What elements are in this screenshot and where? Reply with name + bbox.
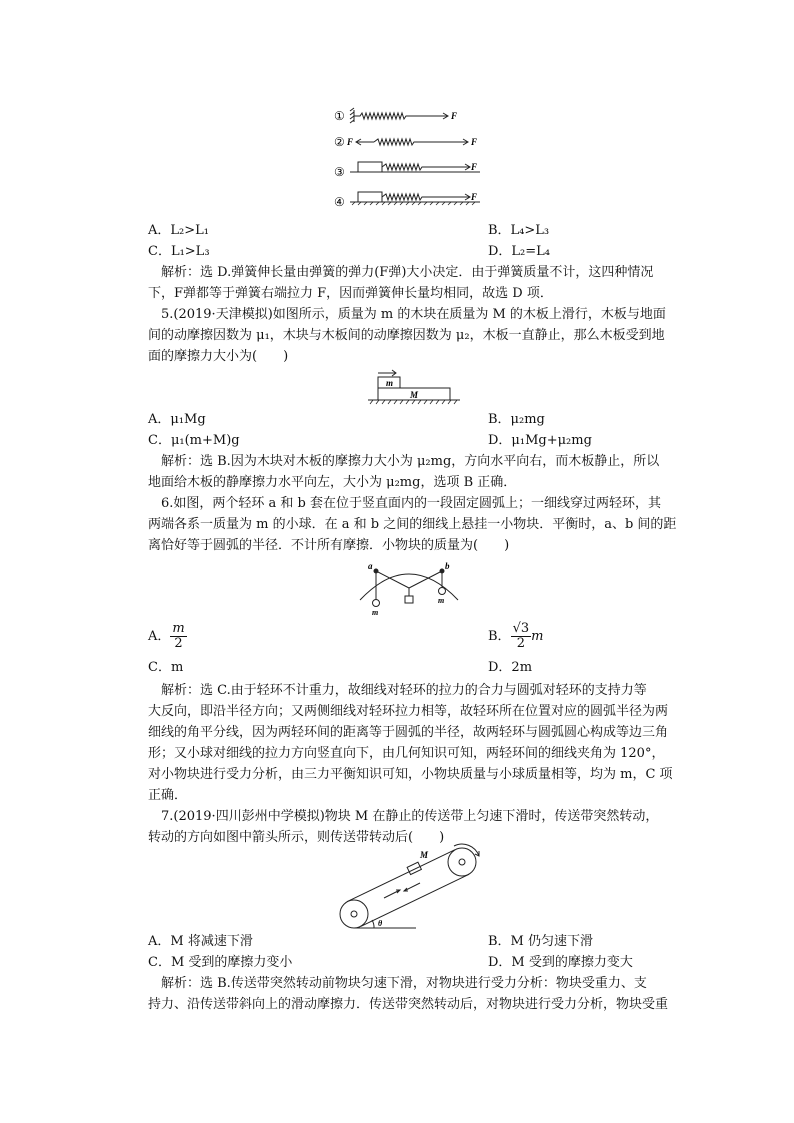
q5-stem-line-3: 面的摩擦力大小为( ) bbox=[148, 349, 289, 364]
q6-option-d: D．2m bbox=[488, 660, 533, 675]
fig3-m-right: m bbox=[438, 596, 445, 605]
q6-option-b-den: 2 bbox=[516, 636, 525, 651]
q6-stem-line-2: 两端各系一质量为 m 的小球．在 a 和 b 之间的细线上悬挂一小物块．平衡时，a、b 间的距 bbox=[148, 517, 677, 532]
q6-option-a-prefix: A． bbox=[148, 629, 171, 644]
q5-option-d: D．μ₁Mg+μ₂mg bbox=[488, 433, 592, 448]
q5-option-c: C．μ₁(m+M)g bbox=[148, 433, 240, 448]
fig3-b-label: b bbox=[445, 561, 450, 571]
fig1-label-3: ③ bbox=[334, 165, 345, 179]
q4-analysis-line-1: 解析：选 D.弹簧伸长量由弹簧的弹力(F弹)大小决定．由于弹簧质量不计，这四种情况 bbox=[161, 265, 654, 280]
q6-option-a-den: 2 bbox=[174, 636, 183, 651]
force-label-row3: F bbox=[471, 162, 478, 172]
force-label-row2-left: F bbox=[347, 137, 354, 147]
q7-option-d: D．M 受到的摩擦力变大 bbox=[488, 955, 633, 970]
q5-analysis-line-1: 解析：选 B.因为木块对木板的摩擦力大小为 μ₂mg，方向水平向右，而木板静止，所以 bbox=[161, 454, 660, 469]
arc-rings-figure bbox=[354, 556, 464, 618]
q5-analysis-line-2: 地面给木板的静摩擦力水平向左，大小为 μ₂mg，选项 B 正确． bbox=[148, 475, 517, 490]
q5-option-b: B．μ₂mg bbox=[488, 412, 545, 427]
q4-option-b: B．L₄>L₃ bbox=[488, 223, 550, 238]
q6-stem-line-3: 离恰好等于圆弧的半径．不计所有摩擦．小物块的质量为( ) bbox=[148, 538, 510, 553]
q6-option-a-fraction bbox=[170, 622, 186, 651]
q6-option-b bbox=[488, 622, 543, 651]
q4-option-c: C．L₁>L₃ bbox=[148, 244, 210, 259]
q4-option-a: A．L₂>L₁ bbox=[148, 223, 209, 238]
q7-option-a: A．M 将减速下滑 bbox=[148, 934, 253, 949]
force-label-row1: F bbox=[451, 111, 458, 121]
q6-option-a bbox=[148, 622, 187, 651]
q6-analysis-line-1: 解析：选 C.由于轻环不计重力，故细线对轻环的拉力的合力与圆弧对轻环的支持力等 bbox=[161, 683, 647, 698]
q7-analysis-line-2: 持力、沿传送带斜向上的滑动摩擦力．传送带突然转动后，对物块进行受力分析，物块受重 bbox=[148, 997, 669, 1012]
conveyor-belt-figure bbox=[334, 842, 498, 934]
spring-figure bbox=[330, 104, 490, 214]
q6-option-b-fraction bbox=[511, 622, 532, 651]
fig1-label-4: ④ bbox=[334, 195, 345, 209]
q6-option-b-suffix: m bbox=[531, 629, 544, 644]
force-label-row4: F bbox=[471, 192, 478, 202]
q6-stem-line-1: 6.如图，两个轻环 a 和 b 套在位于竖直面内的一段固定圆弧上；一细线穿过两轻环，其 bbox=[161, 496, 662, 511]
q5-option-a: A．μ₁Mg bbox=[148, 412, 206, 427]
q6-analysis-line-2: 大反向，即沿半径方向；又两侧细线对轻环拉力相等，故轻环所在位置对应的圆弧半径为两 bbox=[148, 704, 669, 719]
q6-analysis-line-6: 正确． bbox=[148, 788, 188, 803]
q5-stem-line-2: 间的动摩擦因数为 μ₁，木块与木板间的动摩擦因数为 μ₂，木板一直静止，那么木板受到地 bbox=[148, 328, 665, 343]
q6-option-b-num: √3 bbox=[512, 621, 530, 636]
q6-option-c: C．m bbox=[148, 660, 184, 675]
q7-stem-line-1: 7.(2019·四川彭州中学模拟)物块 M 在静止的传送带上匀速下滑时，传送带突然转动， bbox=[161, 809, 659, 824]
q7-analysis-line-1: 解析：选 B.传送带突然转动前物块匀速下滑，对物块进行受力分析：物块受重力、支 bbox=[161, 976, 647, 991]
force-label-row2-right: F bbox=[471, 137, 478, 147]
fig1-label-1: ① bbox=[334, 109, 345, 123]
q4-analysis-line-2: 下，F弹都等于弹簧右端拉力 F，因而弹簧伸长量均相同，故选 D 项． bbox=[148, 286, 553, 301]
fig3-m-left: m bbox=[372, 608, 379, 617]
q7-stem-line-2: 转动的方向如图中箭头所示，则传送带转动后( ) bbox=[148, 830, 445, 845]
fig2-m-label: m bbox=[386, 378, 394, 388]
block-on-board-figure bbox=[366, 368, 462, 408]
fig2-M-label: M bbox=[410, 390, 419, 400]
q6-option-b-prefix: B． bbox=[488, 629, 511, 644]
q6-option-a-num: m bbox=[172, 621, 185, 636]
fig4-theta-label: θ bbox=[378, 919, 383, 928]
fig1-label-2: ② bbox=[334, 135, 345, 149]
q7-option-b: B．M 仍匀速下滑 bbox=[488, 934, 593, 949]
fig4-M-label: M bbox=[420, 850, 429, 860]
fig3-a-label: a bbox=[368, 561, 373, 571]
q6-analysis-line-4: 形；又小球对细线的拉力方向竖直向下，由几何知识可知，两轻环间的细线夹角为 120°， bbox=[148, 746, 665, 761]
q7-option-c: C．M 受到的摩擦力变小 bbox=[148, 955, 293, 970]
q4-option-d: D．L₂=L₄ bbox=[488, 244, 551, 259]
q6-analysis-line-3: 细线的角平分线，因为两轻环间的距离等于圆弧的半径，故两轻环与圆弧圆心构成等边三角 bbox=[148, 725, 669, 740]
q5-stem-line-1: 5.(2019·天津模拟)如图所示，质量为 m 的木块在质量为 M 的木板上滑行，木板与地面 bbox=[161, 307, 666, 322]
q6-analysis-line-5: 对小物块进行受力分析，由三力平衡知识可知，小物块质量与小球质量相等，均为 m，C 项 bbox=[148, 767, 673, 782]
